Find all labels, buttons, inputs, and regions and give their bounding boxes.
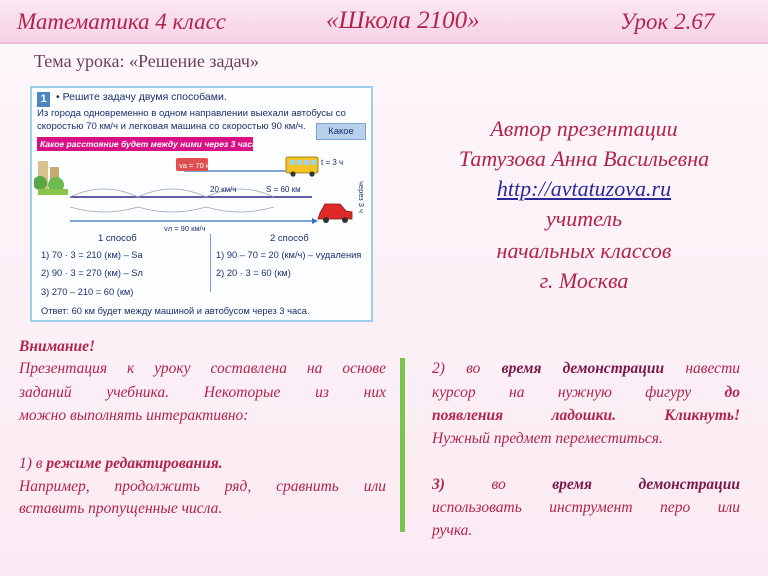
author-city: г. Москва [539, 268, 629, 293]
method-divider [210, 234, 211, 292]
point-two-line: Нужный предмет переместиться. [432, 430, 663, 447]
intro-line: заданий учебника. Некоторые из них [19, 384, 386, 401]
method-two-step: 2) 20 · 3 = 60 (км) [216, 268, 291, 278]
point-three-text: демонстрации [638, 476, 740, 493]
green-divider [400, 358, 405, 532]
header-bar [0, 0, 768, 44]
point-three [432, 476, 740, 494]
time-label: t = 3 ч [321, 158, 344, 167]
point-one [19, 455, 223, 473]
point-three-prefix: 3) [432, 476, 445, 493]
author-website-link[interactable]: http://avtatuzova.ru [496, 176, 672, 201]
task-line: скоростью 70 км/ч и легковая машина со скоростью 90 км/ч. [37, 121, 306, 132]
school-title: «Школа 2100» [326, 7, 480, 34]
point-three-text: время [552, 476, 593, 493]
car-icon [318, 204, 352, 223]
intro-line: можно выполнять интерактивно: [19, 407, 249, 424]
point-one-line: Например, продолжить ряд, сравнить или [19, 478, 386, 495]
method-one-step: 2) 90 · 3 = 270 (км) – Sл [41, 268, 143, 278]
point-two-text: нужную фигуру [557, 384, 692, 401]
city-icon [34, 161, 68, 195]
motion-diagram [34, 153, 370, 233]
point-three-line: ручка. [432, 522, 473, 539]
intro-line: Презентация к уроку составлена на основе [19, 360, 386, 377]
lesson-number: Урок 2.67 [620, 9, 715, 34]
task-heading: • Решите задачу двумя способами. [56, 91, 227, 103]
point-one-mode: режиме редактирования. [46, 455, 223, 472]
point-two-text: курсор на [432, 384, 525, 401]
point-one-prefix: 1) в [19, 455, 43, 472]
point-two-mode: время демонстрации [501, 360, 665, 377]
lesson-topic: Тема урока: «Решение задач» [34, 51, 259, 71]
subject-title: Математика 4 класс [17, 9, 226, 34]
task-answer: Ответ: 60 км будет между машиной и автобусом через 3 часа. [41, 306, 310, 316]
textbook-task-image [30, 86, 373, 322]
car-speed-label: vл = 90 км/ч [164, 224, 206, 233]
method-two-title: 2 способ [270, 233, 309, 244]
point-two-prefix: 2) во [432, 360, 481, 377]
time-note: через 3 ч [357, 181, 366, 213]
kakoe-button[interactable]: Какое [316, 123, 366, 140]
author-role-detail: начальных классов [496, 238, 672, 263]
task-line: Из города одновременно в одном направлении выехали автобусы со [37, 108, 346, 119]
task-question: Какое расстояние будет между ними через 3 часа? [37, 137, 253, 151]
author-name: Татузова Анна Васильевна [458, 146, 710, 171]
point-three-line: использовать инструмент перо или [432, 499, 740, 516]
bus-icon [286, 157, 318, 177]
speed-difference-label: 20 км/ч [210, 185, 237, 194]
point-two-rest: навести [685, 360, 741, 377]
method-one-step: 3) 270 – 210 = 60 (км) [41, 287, 134, 297]
method-one-title: 1 способ [98, 233, 137, 244]
method-one-step: 1) 70 · 3 = 210 (км) – Sа [41, 250, 143, 260]
point-two-line [432, 384, 740, 402]
method-two-step: 1) 90 – 70 = 20 (км/ч) – vудаления [216, 250, 362, 260]
point-two-line: появления ладошки. Кликнуть! [432, 407, 740, 424]
point-three-text: во [491, 476, 506, 493]
point-one-line: вставить пропущенные числа. [19, 500, 223, 517]
point-two-text: до [724, 384, 740, 401]
attention-heading: Внимание! [19, 338, 96, 355]
clock-label-vertical [357, 181, 366, 213]
author-caption: Автор презентации [490, 116, 678, 141]
distance-label: S = 60 км [266, 185, 301, 194]
task-number: 1 [37, 92, 50, 107]
bus-speed-label: vа = 70 км/ч [179, 161, 221, 170]
author-role: учитель [546, 206, 622, 231]
point-two [432, 360, 740, 378]
